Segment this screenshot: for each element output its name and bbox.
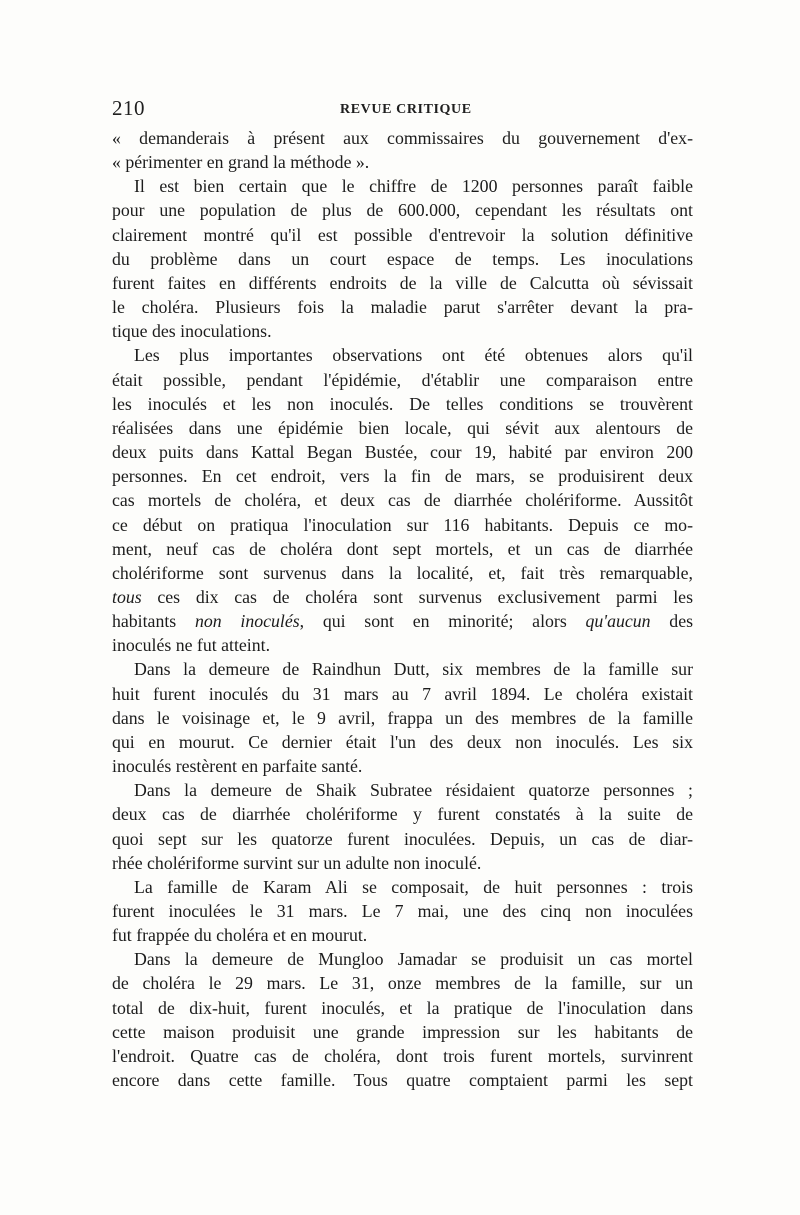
text-line: Dans la demeure de Raindhun Dutt, six membres de la famille sur bbox=[134, 659, 693, 680]
text-line: ce début on pratiqua l'inoculation sur 116 habitants. Depuis ce mo- bbox=[112, 514, 693, 535]
text-span: , qui sont en minorité; alors bbox=[299, 611, 586, 632]
text-line: l'endroit. Quatre cas de choléra, dont trois furent mortels, survinrent bbox=[112, 1045, 693, 1066]
text-line: personnes. En cet endroit, vers la fin de mars, se produisirent deux bbox=[112, 466, 693, 487]
body-text bbox=[112, 126, 693, 1092]
text-line: deux puits dans Kattal Began Bustée, cour 19, habité par environ 200 bbox=[112, 442, 693, 463]
text-line: encore dans cette famille. Tous quatre comptaient parmi les sept bbox=[112, 1070, 693, 1091]
text-line: qui en mourut. Ce dernier était l'un des deux non inoculés. Les six bbox=[112, 731, 693, 752]
text-line: total de dix-huit, furent inoculés, et la pratique de l'inoculation dans bbox=[112, 997, 693, 1018]
text-span: ces dix cas de choléra sont survenus exclusivement parmi les bbox=[141, 586, 693, 607]
text-line: Il est bien certain que le chiffre de 1200 personnes paraît faible bbox=[134, 176, 693, 197]
text-line: cholériforme sont survenus dans la localité, et, fait très remarquable, bbox=[112, 562, 693, 583]
text-line: ment, neuf cas de choléra dont sept mortels, et un cas de diarrhée bbox=[112, 538, 693, 559]
text-line: furent inoculées le 31 mars. Le 7 mai, une des cinq non inoculées bbox=[112, 901, 693, 921]
text-line: tique des inoculations. bbox=[112, 321, 272, 342]
text-line: le choléra. Plusieurs fois la maladie parut s'arrêter devant la pra- bbox=[112, 297, 693, 318]
text-line: rhée cholériforme survint sur un adulte non inoculé. bbox=[112, 852, 482, 873]
text-line: de choléra le 29 mars. Le 31, onze membres de la famille, sur un bbox=[112, 973, 693, 994]
text-line: dans le voisinage et, le 9 avril, frappa un des membres de la famille bbox=[112, 707, 693, 728]
text-line: les inoculés et les non inoculés. De telles conditions se trouvèrent bbox=[112, 393, 693, 414]
italic-text: non inoculés bbox=[194, 611, 300, 632]
text-line: huit furent inoculés du 31 mars au 7 avril 1894. Le choléra existait bbox=[112, 683, 693, 704]
text-line: du problème dans un court espace de temps. Les inoculations bbox=[112, 248, 693, 269]
italic-text: tous bbox=[112, 586, 142, 607]
text-line: cas mortels de choléra, et deux cas de diarrhée cholériforme. Aussitôt bbox=[112, 490, 693, 511]
text-line: cette maison produisit une grande impression sur les habitants de bbox=[112, 1021, 693, 1042]
page-header bbox=[112, 96, 692, 126]
italic-text: qu'aucun bbox=[585, 611, 651, 632]
text-line: réalisées dans une épidémie bien locale, qui sévit aux alentours de bbox=[112, 417, 693, 438]
text-line: « périmenter en grand la méthode ». bbox=[112, 152, 370, 173]
text-line: inoculés restèrent en parfaite santé. bbox=[112, 756, 363, 777]
text-span: des bbox=[650, 611, 694, 632]
running-head: REVUE CRITIQUE bbox=[340, 102, 472, 117]
text-line: Dans la demeure de Mungloo Jamadar se produisit un cas mortel bbox=[134, 949, 693, 970]
text-line: Dans la demeure de Shaik Subratee résidaient quatorze personnes ; bbox=[134, 780, 693, 801]
text-line bbox=[112, 585, 693, 609]
text-line: La famille de Karam Ali se composait, de huit personnes : trois bbox=[134, 876, 693, 897]
text-line: inoculés ne fut atteint. bbox=[112, 635, 271, 656]
text-line: quoi sept sur les quatorze furent inoculées. Depuis, un cas de diar- bbox=[112, 828, 693, 849]
text-line: était possible, pendant l'épidémie, d'établir une comparaison entre bbox=[112, 369, 693, 390]
text-line: Les plus importantes observations ont été obtenues alors qu'il bbox=[134, 345, 693, 366]
text-span: habitants bbox=[112, 611, 195, 632]
text-line bbox=[112, 609, 693, 633]
text-line: deux cas de diarrhée cholériforme y furent constatés à la suite de bbox=[112, 804, 693, 825]
text-line: « demanderais à présent aux commissaires du gouvernement d'ex- bbox=[112, 128, 693, 148]
text-line: pour une population de plus de 600.000, cependant les résultats ont bbox=[112, 200, 693, 221]
page-number: 210 bbox=[112, 96, 145, 120]
text-line: fut frappée du choléra et en mourut. bbox=[112, 925, 368, 946]
text-line: furent faites en différents endroits de la ville de Calcutta où sévissait bbox=[112, 272, 693, 293]
text-line: clairement montré qu'il est possible d'entrevoir la solution définitive bbox=[112, 224, 693, 245]
